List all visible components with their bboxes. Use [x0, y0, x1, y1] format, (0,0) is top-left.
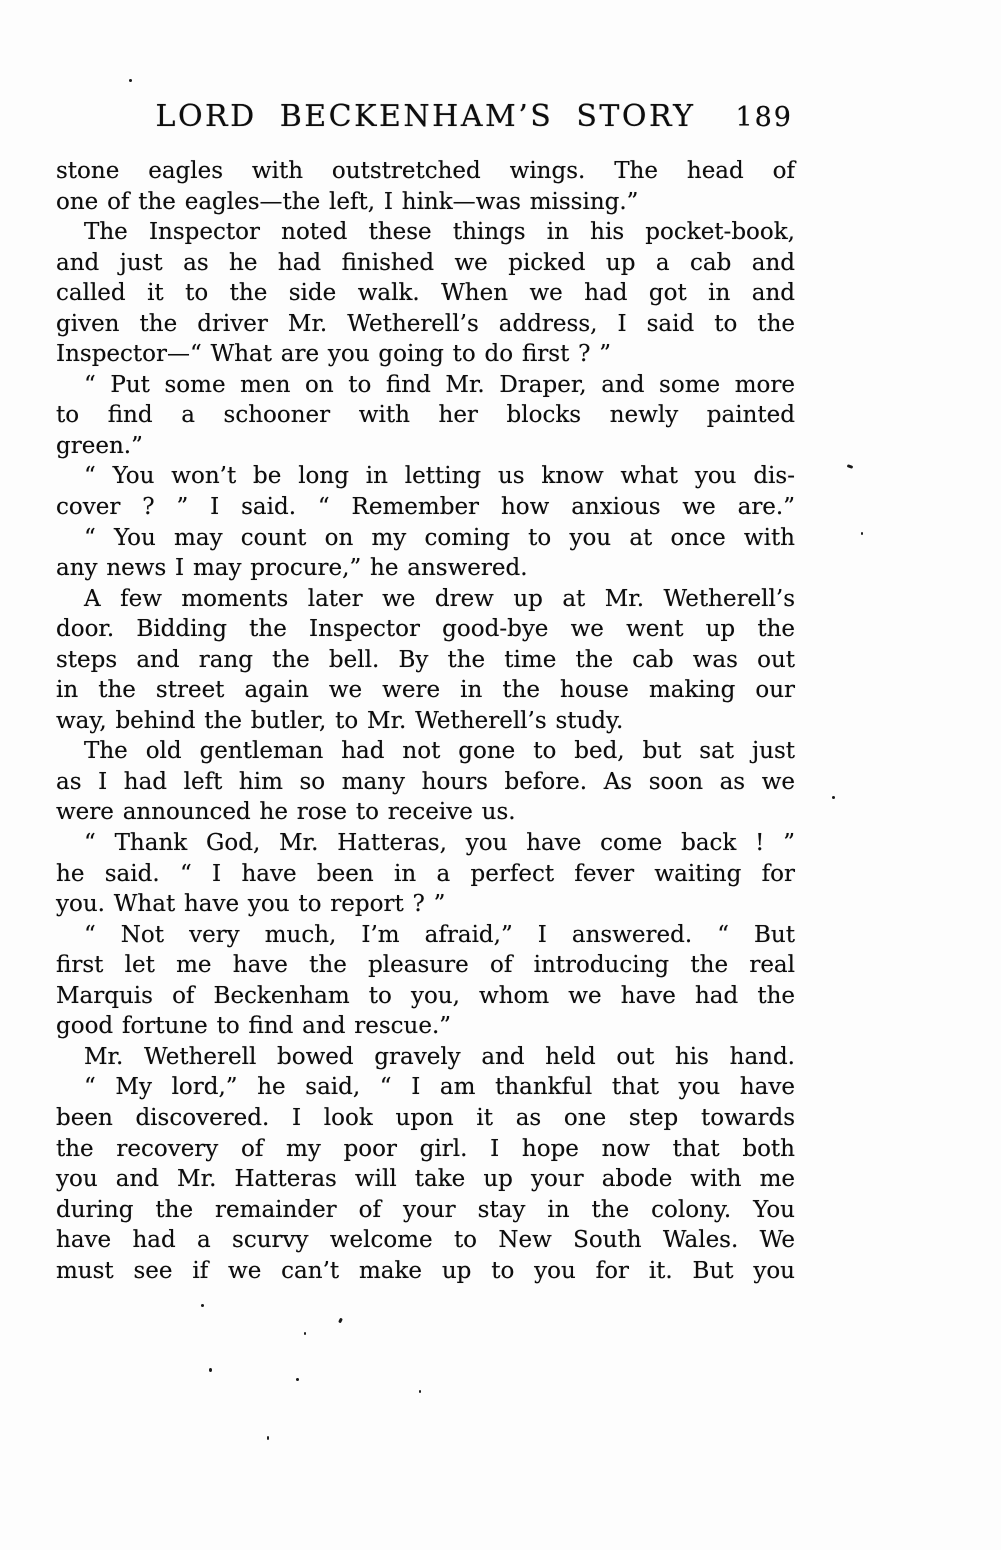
scan-speck: [296, 1378, 299, 1381]
text-line: have had a scurvy welcome to New South Wales. We: [56, 1227, 795, 1254]
text-line: and just as he had finished we picked up a cab and: [56, 249, 795, 276]
text-line: were announced he rose to receive us.: [56, 799, 516, 826]
text-line: any news I may procure,” he answered.: [56, 555, 528, 582]
text-line: A few moments later we drew up at Mr. Wetherell’s: [84, 585, 795, 612]
text-line: called it to the side walk. When we had got in and: [56, 280, 795, 307]
scan-speck: [847, 464, 854, 469]
scan-speck: [304, 1332, 306, 1335]
text-block: [56, 156, 795, 1286]
text-line: The Inspector noted these things in his pocket-book,: [84, 219, 795, 246]
text-line: been discovered. I look upon it as one step towards: [56, 1104, 795, 1131]
scan-speck: [861, 532, 863, 535]
text-line: the recovery of my poor girl. I hope now that both: [56, 1135, 795, 1162]
scan-speck: [129, 79, 132, 82]
text-line: “ You won’t be long in letting us know what you dis-: [84, 463, 795, 490]
text-line: good fortune to find and rescue.”: [56, 1013, 452, 1040]
text-line: Marquis of Beckenham to you, whom we have had the: [56, 982, 795, 1009]
text-line: “ You may count on my coming to you at once with: [84, 524, 795, 551]
text-line: one of the eagles—the left, I hink—was missing.”: [56, 188, 639, 215]
text-line: Mr. Wetherell bowed gravely and held out his hand.: [84, 1043, 795, 1070]
scan-speck: [338, 1318, 343, 1324]
text-line: stone eagles with outstretched wings. The head of: [56, 158, 795, 184]
text-line: you and Mr. Hatteras will take up your abode with me: [56, 1166, 795, 1193]
text-line: as I had left him so many hours before. As soon as we: [56, 768, 795, 795]
text-line: “ My lord,” he said, “ I am thankful that you have: [84, 1074, 795, 1101]
text-line: first let me have the pleasure of introducing the real: [56, 952, 795, 979]
text-line: “ Thank God, Mr. Hatteras, you have come back ! ”: [84, 830, 795, 857]
text-line: cover ? ” I said. “ Remember how anxious we are.”: [56, 494, 795, 521]
text-line: he said. “ I have been in a perfect fever waiting for: [56, 860, 795, 887]
page-number: 189: [735, 102, 793, 133]
scan-speck: [209, 1368, 212, 1372]
text-line: steps and rang the bell. By the time the cab was out: [56, 646, 795, 673]
text-line: door. Bidding the Inspector good-bye we went up the: [56, 616, 795, 643]
scan-speck: [267, 1436, 269, 1440]
text-line: “ Put some men on to find Mr. Draper, and some more: [84, 371, 795, 398]
text-line: in the street again we were in the house making our: [56, 677, 795, 704]
text-line: way, behind the butler, to Mr. Wetherell’s study.: [56, 707, 624, 734]
text-line: Inspector—“ What are you going to do first ? ”: [56, 341, 612, 368]
page-header: [56, 99, 795, 139]
running-title: LORD BECKENHAM’S STORY: [155, 99, 696, 134]
text-line: you. What have you to report ? ”: [56, 891, 446, 918]
text-line: must see if we can’t make up to you for it. But you: [56, 1257, 795, 1284]
text-line: “ Not very much, I’m afraid,” I answered. “ But: [84, 921, 795, 948]
text-line: The old gentleman had not gone to bed, but sat just: [84, 738, 795, 765]
scan-speck: [201, 1304, 204, 1307]
scan-speck: [419, 1390, 421, 1393]
text-line: green.”: [56, 432, 143, 459]
text-line: during the remainder of your stay in the colony. You: [56, 1196, 795, 1223]
scan-speck: [832, 796, 835, 799]
text-line: to find a schooner with her blocks newly painted: [56, 402, 795, 429]
text-line: given the driver Mr. Wetherell’s address, I said to the: [56, 310, 795, 337]
